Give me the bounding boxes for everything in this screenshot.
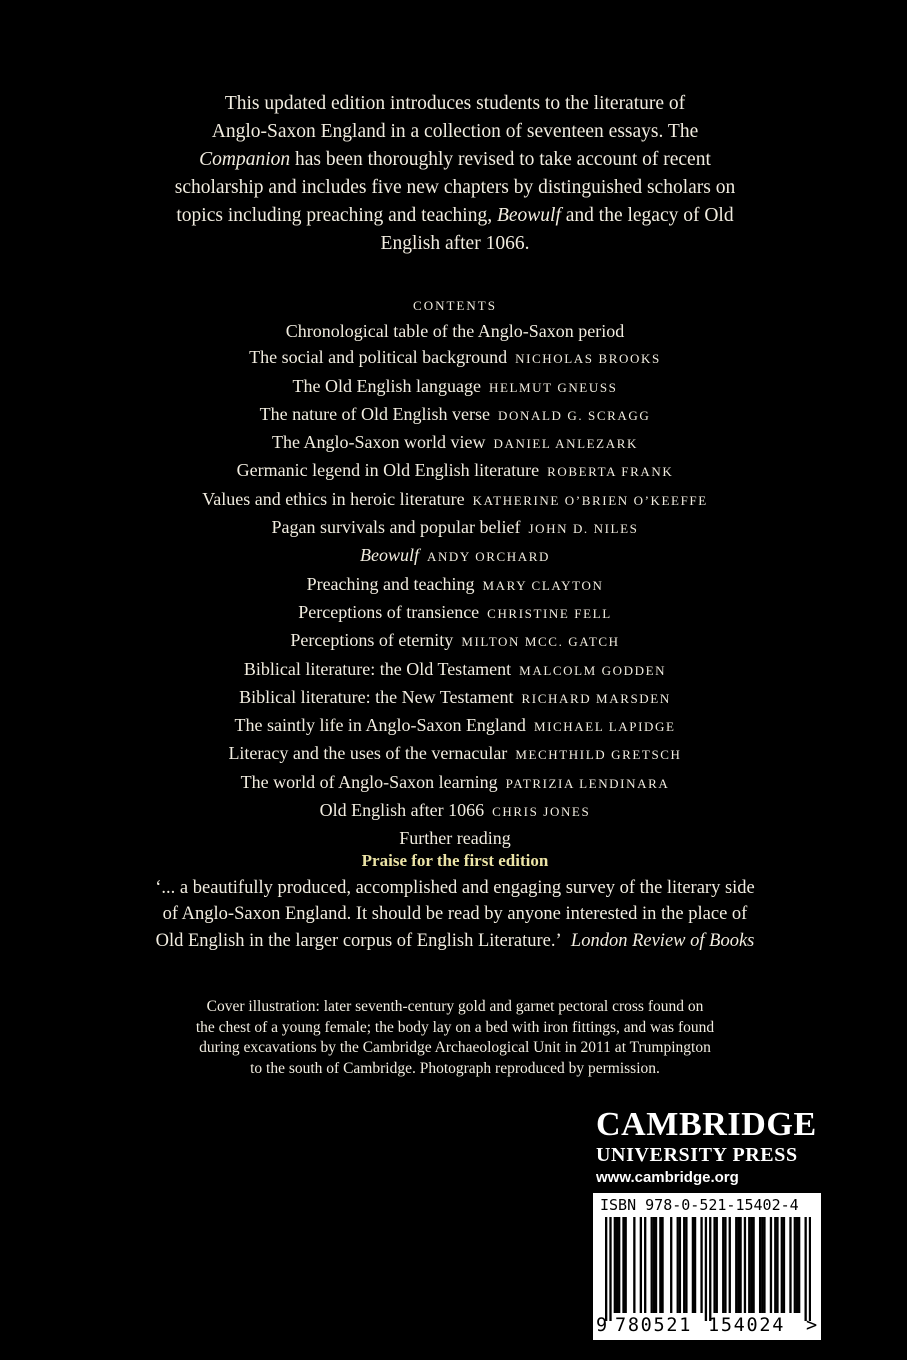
barcode-bar [798, 1217, 800, 1313]
toc-entry [100, 401, 810, 429]
toc-entry [100, 571, 810, 599]
toc-author: ANDY ORCHARD [426, 549, 551, 565]
barcode-bar [804, 1217, 806, 1321]
toc-author: ROBERTA FRANK [547, 464, 674, 480]
blurb [140, 90, 770, 258]
praise-source: London Review of Books [570, 930, 755, 951]
barcode-bar [670, 1217, 672, 1313]
barcode-bar [763, 1217, 765, 1313]
toc-entry [100, 769, 810, 797]
toc-author: NICHOLAS BROOKS [515, 351, 661, 367]
barcode-bar [748, 1217, 750, 1313]
barcode-bar [679, 1217, 681, 1313]
toc-entry [100, 797, 810, 825]
barcode-bar [609, 1217, 611, 1321]
barcode-bar [781, 1217, 783, 1313]
illustration-line: Cover illustration: later seventh-century gold and garnet pectoral cross found on [206, 998, 704, 1015]
barcode-digits-left: 780521 [615, 1315, 693, 1336]
blurb-line [140, 146, 770, 174]
praise-heading: Praise for the first edition [361, 851, 549, 870]
toc-title: The nature of Old English verse [259, 403, 491, 424]
barcode-bar [759, 1217, 761, 1313]
barcode-bar [683, 1217, 685, 1313]
toc-entry [100, 712, 810, 740]
toc-entry [100, 373, 810, 401]
toc-title: The Old English language [292, 375, 481, 396]
illustration-line: the chest of a young female; the body lay on a bed with iron fittings, and was found [195, 1018, 715, 1036]
barcode-bar [651, 1217, 653, 1313]
toc-title: Further reading [399, 828, 511, 849]
barcode-bar [744, 1217, 746, 1313]
toc-title: Germanic legend in Old English literature [236, 460, 540, 481]
barcode-bar [692, 1217, 694, 1313]
barcode-bar [677, 1217, 679, 1313]
praise-quote-line: of Anglo-Saxon England. It should be read by anyone interested in the place of [162, 904, 748, 924]
isbn-barcode [593, 1193, 821, 1340]
barcode-bar [661, 1217, 663, 1313]
barcode-bar [622, 1217, 624, 1313]
barcode-bar [809, 1217, 811, 1321]
barcode-bar [616, 1217, 618, 1313]
toc-author: KATHERINE O’BRIEN O’KEEFFE [472, 492, 708, 508]
toc-entry [100, 429, 810, 457]
barcode-bar [618, 1217, 620, 1313]
praise-quote-line: ‘... a beautifully produced, accomplished and engaging survey of the literary side [155, 877, 755, 898]
blurb-line: Anglo-Saxon England in a collection of seventeen essays. The [211, 121, 699, 142]
barcode-end-mark: > [806, 1315, 818, 1336]
toc-title: The Anglo-Saxon world view [272, 432, 486, 453]
barcode-bar [644, 1217, 646, 1313]
toc-entry [100, 684, 810, 712]
barcode-bar [700, 1217, 702, 1313]
barcode-digit-first: 9 [596, 1315, 608, 1336]
toc-title: Preaching and teaching [306, 573, 475, 594]
publisher-url: www.cambridge.org [596, 1169, 739, 1186]
barcode-bar [685, 1217, 687, 1313]
toc-entry [100, 318, 810, 344]
barcode-bar [796, 1217, 798, 1313]
toc-entry [100, 486, 810, 514]
toc-title: The saintly life in Anglo-Saxon England [234, 715, 526, 736]
toc-title: Pagan survivals and popular belief [271, 517, 521, 538]
barcode-bar [776, 1217, 778, 1313]
barcode-bar [752, 1217, 754, 1313]
blurb-text: has been thoroughly revised to take account of recent [290, 149, 711, 170]
blurb-line: This updated edition introduces students to the literature of [224, 93, 686, 114]
publisher-subtitle: UNIVERSITY PRESS [596, 1144, 798, 1166]
companion-title: Companion [199, 149, 291, 170]
toc-entry [100, 740, 810, 768]
barcode-bars-icon [605, 1217, 811, 1321]
barcode-bar [605, 1217, 607, 1321]
contents-list [100, 296, 810, 852]
barcode-bar [705, 1217, 707, 1321]
barcode-bar [770, 1217, 772, 1313]
barcode-bar [625, 1217, 627, 1313]
toc-title: Beowulf [359, 545, 419, 566]
contents-heading: CONTENTS [413, 298, 497, 313]
barcode-bar [633, 1217, 635, 1313]
toc-author: MECHTHILD GRETSCH [515, 747, 682, 763]
barcode-bar [709, 1217, 711, 1321]
toc-title: Literacy and the uses of the vernacular [228, 743, 508, 764]
barcode-bar [761, 1217, 763, 1313]
praise-quote-text: Old English in the larger corpus of English Literature.’ [155, 930, 562, 951]
toc-title: Old English after 1066 [319, 800, 485, 821]
illustration-line: during excavations by the Cambridge Archaeological Unit in 2011 at Trumpington [199, 1039, 711, 1056]
barcode-bar [737, 1217, 739, 1313]
barcode-bar [750, 1217, 752, 1313]
barcode-bar [640, 1217, 642, 1313]
blurb-line: scholarship and includes five new chapters by distinguished scholars on [174, 177, 736, 198]
barcode-bar [789, 1217, 791, 1313]
barcode-bar [716, 1217, 718, 1313]
blurb-text: and the legacy of Old [560, 205, 734, 226]
toc-title: Values and ethics in heroic literature [202, 488, 465, 509]
toc-title: Biblical literature: the New Testament [239, 686, 514, 707]
toc-entries [100, 318, 810, 852]
blurb-line [140, 202, 770, 230]
toc-title: Biblical literature: the Old Testament [243, 658, 512, 679]
toc-title: Chronological table of the Anglo-Saxon period [285, 321, 625, 341]
toc-entry [100, 514, 810, 542]
toc-author: PATRIZIA LENDINARA [505, 775, 670, 791]
toc-author: CHRISTINE FELL [487, 605, 612, 621]
blurb-line: English after 1066. [380, 233, 530, 254]
barcode-bar [774, 1217, 776, 1313]
toc-author: MALCOLM GODDEN [519, 662, 667, 678]
praise-section [110, 848, 800, 954]
praise-quote-line [110, 928, 800, 955]
barcode-bar [783, 1217, 785, 1313]
barcode-bar [729, 1217, 731, 1313]
toc-author: DONALD G. SCRAGG [498, 407, 651, 423]
barcode-bar [713, 1217, 715, 1313]
toc-author: MICHAEL LAPIDGE [533, 719, 676, 735]
toc-entry [100, 457, 810, 485]
barcode-digits-right: 154024 [708, 1315, 786, 1336]
beowulf-title: Beowulf [496, 205, 561, 226]
barcode-bar [614, 1217, 616, 1313]
publisher-logo [596, 1106, 836, 1188]
toc-entry [100, 599, 810, 627]
illustration-line: to the south of Cambridge. Photograph reproduced by permission. [250, 1059, 660, 1077]
toc-author: JOHN D. NILES [528, 521, 639, 537]
barcode-bar [722, 1217, 724, 1313]
toc-author: MILTON MCC. GATCH [461, 634, 620, 650]
barcode-bar [655, 1217, 657, 1313]
barcode-bar [794, 1217, 796, 1313]
cover-illustration-note [150, 997, 760, 1079]
toc-title: Perceptions of eternity [290, 630, 454, 651]
barcode-bar [739, 1217, 741, 1313]
toc-title: The world of Anglo-Saxon learning [240, 771, 498, 792]
barcode-bar [724, 1217, 726, 1313]
toc-author: CHRIS JONES [492, 804, 591, 820]
blurb-text: topics including preaching and teaching, [176, 205, 497, 226]
toc-title: The social and political background [249, 347, 508, 368]
toc-author: MARY CLAYTON [482, 577, 604, 593]
toc-entry [100, 627, 810, 655]
toc-author: HELMUT GNEUSS [488, 379, 618, 395]
toc-entry [100, 344, 810, 372]
isbn-label: ISBN 978-0-521-15402-4 [600, 1196, 799, 1214]
barcode-bar [653, 1217, 655, 1313]
toc-author: DANIEL ANLEZARK [493, 436, 638, 452]
barcode-bar [694, 1217, 696, 1313]
toc-entry [100, 542, 810, 570]
toc-entry [100, 656, 810, 684]
barcode-bar [735, 1217, 737, 1313]
toc-author: RICHARD MARSDEN [521, 690, 671, 706]
barcode-bar [659, 1217, 661, 1313]
publisher-name: CAMBRIDGE [596, 1106, 817, 1143]
toc-title: Perceptions of transience [298, 601, 480, 622]
